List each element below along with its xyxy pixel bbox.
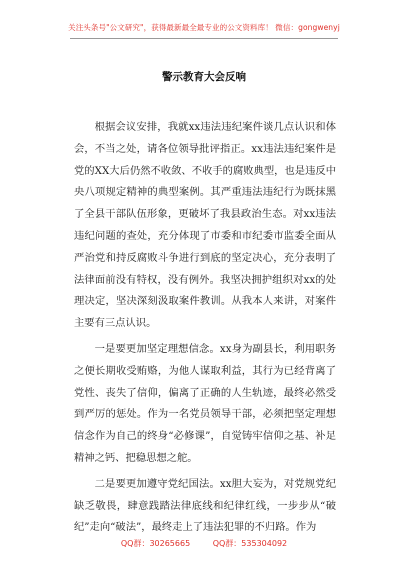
footer-qq-group-2: QQ群：535304092: [212, 539, 288, 548]
paragraph-point-two: 二是要更加遵守党纪国法。xx胆大妄为，对党规党纪缺乏敬畏，肆意践踏法律底线和纪律红线，一步步从“破纪”走向“破法”，最终走上了违法犯罪的不归路。作为: [74, 477, 336, 534]
document-title: 警示教育大会反响: [162, 71, 246, 83]
header-banner: 关注头条号"公文研究"，获得最新最全最专业的公文资料库！ 微信：gongwenyj: [68, 23, 340, 32]
footer-qq-group-1: QQ群：30265665: [120, 539, 191, 548]
paragraph-point-one: 一是要更加坚定理想信念。xx身为副县长，利用职务之便长期收受贿赂，为他人谋取利益，其行为已经背离了党性、丧失了信仰，偏离了正确的人生轨迹，最终必然受到严厉的惩处。作为一名党员领导干部，必须把坚定理想信念作为自己的终身“必修课”，自觉铸牢信仰之基、补足精神之钙、把稳思想之舵。: [74, 342, 336, 464]
paragraph-intro: 根据会议安排，我就xx违法违纪案件谈几点认识和体会，不当之处，请各位领导批评指正。xx违法违纪案件是党的XX大后仍然不收敛、不收手的腐败典型，也是违反中央八项规定精神的典型案例。其严重违法违纪行为既抹黑了全县干部队伍形象，更破坏了我县政治生态。对xx违法违纪问题的查处，充分体现了市委和市纪委市监委全面从严治党和持反腐败斗争进行到底的坚定决心，充分表明了法律面前没有特权，没有例外。我坚决拥护组织对xx的处理决定，坚决深刻汲取案件教训。从我本人来讲，对案件主要有三点认识。: [74, 121, 336, 330]
document-body: [74, 117, 336, 543]
footer-contact: [0, 538, 408, 549]
header-divider: [70, 38, 338, 39]
